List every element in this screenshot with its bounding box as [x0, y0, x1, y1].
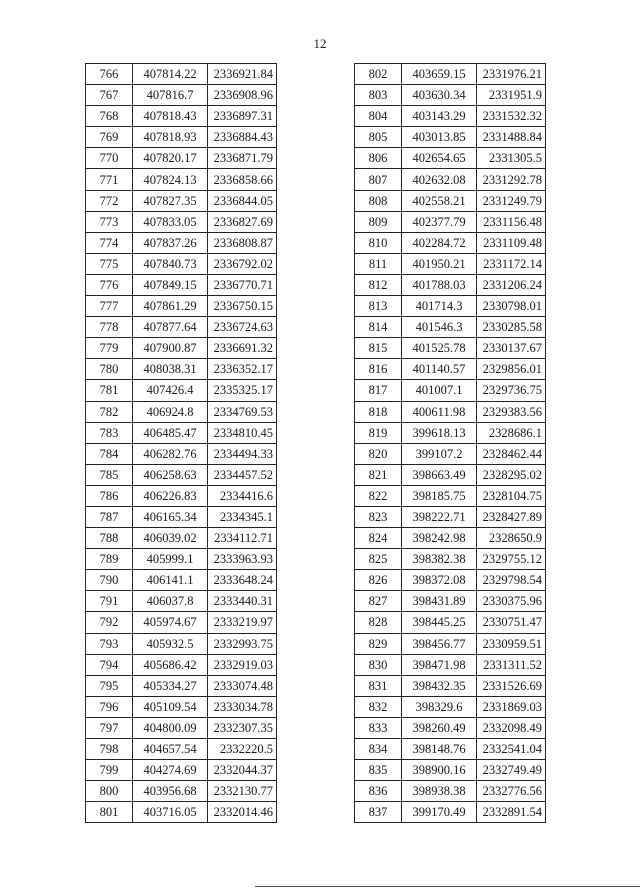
table-row: [86, 485, 277, 506]
table-row: [86, 296, 277, 317]
table-row: [86, 591, 277, 612]
point-number-cell: 785: [86, 464, 133, 485]
x-coordinate-cell: 401140.57: [402, 359, 477, 380]
point-number-cell: 807: [355, 169, 402, 190]
table-row: [355, 169, 546, 190]
x-coordinate-cell: 407849.15: [133, 274, 208, 295]
y-coordinate-cell: 2336871.79: [208, 148, 277, 169]
y-coordinate-cell: 2329755.12: [477, 549, 546, 570]
x-coordinate-cell: 407827.35: [133, 190, 208, 211]
y-coordinate-cell: 2332220.5: [208, 739, 277, 760]
y-coordinate-cell: 2331292.78: [477, 169, 546, 190]
y-coordinate-cell: 2328462.44: [477, 443, 546, 464]
x-coordinate-cell: 404657.54: [133, 739, 208, 760]
x-coordinate-cell: 407840.73: [133, 253, 208, 274]
y-coordinate-cell: 2331869.03: [477, 696, 546, 717]
table-row: [355, 696, 546, 717]
y-coordinate-cell: 2336792.02: [208, 253, 277, 274]
point-number-cell: 797: [86, 717, 133, 738]
x-coordinate-cell: 401950.21: [402, 253, 477, 274]
x-coordinate-cell: 399107.2: [402, 443, 477, 464]
y-coordinate-cell: 2336897.31: [208, 106, 277, 127]
table-row: [86, 148, 277, 169]
y-coordinate-cell: 2330959.51: [477, 633, 546, 654]
table-row: [86, 612, 277, 633]
y-coordinate-cell: 2336724.63: [208, 317, 277, 338]
table-row: [355, 781, 546, 802]
x-coordinate-cell: 398432.35: [402, 675, 477, 696]
point-number-cell: 771: [86, 169, 133, 190]
point-number-cell: 779: [86, 338, 133, 359]
point-number-cell: 817: [355, 380, 402, 401]
table-row: [86, 106, 277, 127]
table-row: [86, 359, 277, 380]
table-row: [355, 485, 546, 506]
x-coordinate-cell: 406282.76: [133, 443, 208, 464]
table-row: [86, 317, 277, 338]
table-row: [86, 570, 277, 591]
table-row: [86, 274, 277, 295]
y-coordinate-cell: 2334345.1: [208, 506, 277, 527]
y-coordinate-cell: 2333648.24: [208, 570, 277, 591]
table-row: [86, 127, 277, 148]
y-coordinate-cell: 2331109.48: [477, 232, 546, 253]
x-coordinate-cell: 406226.83: [133, 485, 208, 506]
point-number-cell: 784: [86, 443, 133, 464]
y-coordinate-cell: 2336352.17: [208, 359, 277, 380]
x-coordinate-cell: 398431.89: [402, 591, 477, 612]
x-coordinate-cell: 406165.34: [133, 506, 208, 527]
x-coordinate-cell: 399170.49: [402, 802, 477, 823]
y-coordinate-cell: 2336921.84: [208, 64, 277, 85]
y-coordinate-cell: 2328427.89: [477, 506, 546, 527]
point-number-cell: 812: [355, 274, 402, 295]
point-number-cell: 810: [355, 232, 402, 253]
x-coordinate-cell: 403143.29: [402, 106, 477, 127]
point-number-cell: 770: [86, 148, 133, 169]
x-coordinate-cell: 402558.21: [402, 190, 477, 211]
point-number-cell: 815: [355, 338, 402, 359]
y-coordinate-cell: 2330137.67: [477, 338, 546, 359]
y-coordinate-cell: 2336770.71: [208, 274, 277, 295]
y-coordinate-cell: 2334416.6: [208, 485, 277, 506]
y-coordinate-cell: 2328295.02: [477, 464, 546, 485]
x-coordinate-cell: 406039.02: [133, 528, 208, 549]
table-row: [355, 528, 546, 549]
x-coordinate-cell: 398242.98: [402, 528, 477, 549]
x-coordinate-cell: 407814.22: [133, 64, 208, 85]
table-row: [86, 717, 277, 738]
x-coordinate-cell: 407837.26: [133, 232, 208, 253]
x-coordinate-cell: 407818.43: [133, 106, 208, 127]
point-number-cell: 835: [355, 760, 402, 781]
y-coordinate-cell: 2329736.75: [477, 380, 546, 401]
y-coordinate-cell: 2332776.56: [477, 781, 546, 802]
x-coordinate-cell: 398471.98: [402, 654, 477, 675]
y-coordinate-cell: 2331976.21: [477, 64, 546, 85]
y-coordinate-cell: 2332014.46: [208, 802, 277, 823]
point-number-cell: 803: [355, 85, 402, 106]
table-row: [355, 675, 546, 696]
table-row: [86, 380, 277, 401]
x-coordinate-cell: 406037.8: [133, 591, 208, 612]
x-coordinate-cell: 398456.77: [402, 633, 477, 654]
table-row: [355, 232, 546, 253]
table-row: [355, 570, 546, 591]
table-row: [86, 422, 277, 443]
point-number-cell: 792: [86, 612, 133, 633]
y-coordinate-cell: 2332891.54: [477, 802, 546, 823]
y-coordinate-cell: 2334494.33: [208, 443, 277, 464]
point-number-cell: 766: [86, 64, 133, 85]
y-coordinate-cell: 2331311.52: [477, 654, 546, 675]
table-row: [355, 85, 546, 106]
table-row: [355, 253, 546, 274]
point-number-cell: 831: [355, 675, 402, 696]
y-coordinate-cell: 2331206.24: [477, 274, 546, 295]
table-row: [355, 106, 546, 127]
table-row: [355, 64, 546, 85]
table-row: [355, 506, 546, 527]
point-number-cell: 782: [86, 401, 133, 422]
table-row: [355, 190, 546, 211]
point-number-cell: 774: [86, 232, 133, 253]
x-coordinate-cell: 405932.5: [133, 633, 208, 654]
point-number-cell: 798: [86, 739, 133, 760]
table-row: [86, 253, 277, 274]
table-row: [355, 422, 546, 443]
y-coordinate-cell: 2330285.58: [477, 317, 546, 338]
x-coordinate-cell: 405974.67: [133, 612, 208, 633]
y-coordinate-cell: 2328104.75: [477, 485, 546, 506]
table-row: [86, 190, 277, 211]
point-number-cell: 789: [86, 549, 133, 570]
y-coordinate-cell: 2331156.48: [477, 211, 546, 232]
point-number-cell: 820: [355, 443, 402, 464]
page-number: 12: [313, 36, 327, 51]
x-coordinate-cell: 403630.34: [402, 85, 477, 106]
table-row: [86, 739, 277, 760]
y-coordinate-cell: 2329856.01: [477, 359, 546, 380]
bottom-rule: [255, 886, 640, 887]
table-row: [86, 781, 277, 802]
table-row: [355, 274, 546, 295]
table-row: [86, 760, 277, 781]
point-number-cell: 822: [355, 485, 402, 506]
x-coordinate-cell: 399618.13: [402, 422, 477, 443]
y-coordinate-cell: 2332749.49: [477, 760, 546, 781]
table-row: [355, 211, 546, 232]
point-number-cell: 786: [86, 485, 133, 506]
y-coordinate-cell: 2333074.48: [208, 675, 277, 696]
x-coordinate-cell: 407861.29: [133, 296, 208, 317]
y-coordinate-cell: 2332044.37: [208, 760, 277, 781]
y-coordinate-cell: 2336750.15: [208, 296, 277, 317]
x-coordinate-cell: 398445.25: [402, 612, 477, 633]
table-row: [355, 359, 546, 380]
point-number-cell: 829: [355, 633, 402, 654]
x-coordinate-cell: 406141.1: [133, 570, 208, 591]
point-number-cell: 790: [86, 570, 133, 591]
table-row: [355, 760, 546, 781]
y-coordinate-cell: 2334769.53: [208, 401, 277, 422]
table-row: [355, 612, 546, 633]
point-number-cell: 802: [355, 64, 402, 85]
table-row: [355, 591, 546, 612]
x-coordinate-cell: 398663.49: [402, 464, 477, 485]
y-coordinate-cell: 2336884.43: [208, 127, 277, 148]
y-coordinate-cell: 2332541.04: [477, 739, 546, 760]
y-coordinate-cell: 2335325.17: [208, 380, 277, 401]
x-coordinate-cell: 407877.64: [133, 317, 208, 338]
x-coordinate-cell: 403659.15: [402, 64, 477, 85]
x-coordinate-cell: 398900.16: [402, 760, 477, 781]
y-coordinate-cell: 2334112.71: [208, 528, 277, 549]
x-coordinate-cell: 406258.63: [133, 464, 208, 485]
point-number-cell: 811: [355, 253, 402, 274]
point-number-cell: 777: [86, 296, 133, 317]
table-row: [355, 802, 546, 823]
x-coordinate-cell: 407824.13: [133, 169, 208, 190]
y-coordinate-cell: 2332993.75: [208, 633, 277, 654]
table-row: [86, 211, 277, 232]
y-coordinate-cell: 2336691.32: [208, 338, 277, 359]
table-row: [86, 232, 277, 253]
x-coordinate-cell: 405686.42: [133, 654, 208, 675]
table-row: [355, 443, 546, 464]
table-row: [86, 675, 277, 696]
point-number-cell: 781: [86, 380, 133, 401]
y-coordinate-cell: 2332130.77: [208, 781, 277, 802]
point-number-cell: 783: [86, 422, 133, 443]
x-coordinate-cell: 407900.87: [133, 338, 208, 359]
point-number-cell: 801: [86, 802, 133, 823]
point-number-cell: 813: [355, 296, 402, 317]
point-number-cell: 814: [355, 317, 402, 338]
point-number-cell: 787: [86, 506, 133, 527]
x-coordinate-cell: 398148.76: [402, 739, 477, 760]
point-number-cell: 816: [355, 359, 402, 380]
x-coordinate-cell: 405334.27: [133, 675, 208, 696]
point-number-cell: 837: [355, 802, 402, 823]
point-number-cell: 788: [86, 528, 133, 549]
point-number-cell: 806: [355, 148, 402, 169]
table-row: [86, 549, 277, 570]
table-row: [355, 296, 546, 317]
table-row: [86, 528, 277, 549]
x-coordinate-cell: 398382.38: [402, 549, 477, 570]
table-row: [86, 64, 277, 85]
point-number-cell: 769: [86, 127, 133, 148]
point-number-cell: 827: [355, 591, 402, 612]
point-number-cell: 830: [355, 654, 402, 675]
table-row: [86, 338, 277, 359]
y-coordinate-cell: 2331305.5: [477, 148, 546, 169]
point-number-cell: 833: [355, 717, 402, 738]
point-number-cell: 809: [355, 211, 402, 232]
table-row: [86, 506, 277, 527]
x-coordinate-cell: 404800.09: [133, 717, 208, 738]
table-row: [86, 633, 277, 654]
x-coordinate-cell: 406485.47: [133, 422, 208, 443]
point-number-cell: 824: [355, 528, 402, 549]
x-coordinate-cell: 398185.75: [402, 485, 477, 506]
x-coordinate-cell: 405999.1: [133, 549, 208, 570]
point-number-cell: 793: [86, 633, 133, 654]
y-coordinate-cell: 2330751.47: [477, 612, 546, 633]
y-coordinate-cell: 2329798.54: [477, 570, 546, 591]
y-coordinate-cell: 2332307.35: [208, 717, 277, 738]
x-coordinate-cell: 405109.54: [133, 696, 208, 717]
y-coordinate-cell: 2329383.56: [477, 401, 546, 422]
table-row: [355, 401, 546, 422]
y-coordinate-cell: 2331172.14: [477, 253, 546, 274]
point-number-cell: 768: [86, 106, 133, 127]
x-coordinate-cell: 403956.68: [133, 781, 208, 802]
y-coordinate-cell: 2333963.93: [208, 549, 277, 570]
x-coordinate-cell: 398372.08: [402, 570, 477, 591]
x-coordinate-cell: 402654.65: [402, 148, 477, 169]
point-number-cell: 800: [86, 781, 133, 802]
x-coordinate-cell: 403013.85: [402, 127, 477, 148]
x-coordinate-cell: 402284.72: [402, 232, 477, 253]
point-number-cell: 796: [86, 696, 133, 717]
y-coordinate-cell: 2331532.32: [477, 106, 546, 127]
table-row: [355, 380, 546, 401]
y-coordinate-cell: 2331951.9: [477, 85, 546, 106]
y-coordinate-cell: 2332098.49: [477, 717, 546, 738]
point-number-cell: 828: [355, 612, 402, 633]
table-row: [86, 464, 277, 485]
y-coordinate-cell: 2328650.9: [477, 528, 546, 549]
x-coordinate-cell: 407818.93: [133, 127, 208, 148]
point-number-cell: 795: [86, 675, 133, 696]
point-number-cell: 775: [86, 253, 133, 274]
x-coordinate-cell: 408038.31: [133, 359, 208, 380]
y-coordinate-cell: 2331249.79: [477, 190, 546, 211]
coordinates-table-right: [354, 63, 546, 823]
table-row: [86, 696, 277, 717]
x-coordinate-cell: 398222.71: [402, 506, 477, 527]
x-coordinate-cell: 402632.08: [402, 169, 477, 190]
x-coordinate-cell: 407816.7: [133, 85, 208, 106]
table-row: [355, 317, 546, 338]
point-number-cell: 823: [355, 506, 402, 527]
point-number-cell: 804: [355, 106, 402, 127]
point-number-cell: 776: [86, 274, 133, 295]
point-number-cell: 832: [355, 696, 402, 717]
y-coordinate-cell: 2331526.69: [477, 675, 546, 696]
table-row: [355, 633, 546, 654]
table-row: [355, 549, 546, 570]
y-coordinate-cell: 2336858.66: [208, 169, 277, 190]
y-coordinate-cell: 2334810.45: [208, 422, 277, 443]
point-number-cell: 834: [355, 739, 402, 760]
y-coordinate-cell: 2332919.03: [208, 654, 277, 675]
x-coordinate-cell: 407820.17: [133, 148, 208, 169]
x-coordinate-cell: 404274.69: [133, 760, 208, 781]
y-coordinate-cell: 2336808.87: [208, 232, 277, 253]
y-coordinate-cell: 2333440.31: [208, 591, 277, 612]
x-coordinate-cell: 402377.79: [402, 211, 477, 232]
point-number-cell: 821: [355, 464, 402, 485]
x-coordinate-cell: 398938.38: [402, 781, 477, 802]
x-coordinate-cell: 403716.05: [133, 802, 208, 823]
x-coordinate-cell: 407426.4: [133, 380, 208, 401]
x-coordinate-cell: 398260.49: [402, 717, 477, 738]
point-number-cell: 791: [86, 591, 133, 612]
y-coordinate-cell: 2328686.1: [477, 422, 546, 443]
x-coordinate-cell: 407833.05: [133, 211, 208, 232]
y-coordinate-cell: 2333034.78: [208, 696, 277, 717]
point-number-cell: 826: [355, 570, 402, 591]
y-coordinate-cell: 2336908.96: [208, 85, 277, 106]
table-row: [86, 85, 277, 106]
y-coordinate-cell: 2330375.96: [477, 591, 546, 612]
table-row: [355, 148, 546, 169]
x-coordinate-cell: 398329.6: [402, 696, 477, 717]
table-row: [355, 127, 546, 148]
x-coordinate-cell: 401788.03: [402, 274, 477, 295]
table-row: [86, 401, 277, 422]
table-row: [355, 338, 546, 359]
table-row: [86, 802, 277, 823]
table-row: [355, 654, 546, 675]
y-coordinate-cell: 2333219.97: [208, 612, 277, 633]
coordinates-table-left: [85, 63, 277, 823]
y-coordinate-cell: 2336844.05: [208, 190, 277, 211]
table-row: [86, 169, 277, 190]
point-number-cell: 799: [86, 760, 133, 781]
table-row: [355, 717, 546, 738]
point-number-cell: 778: [86, 317, 133, 338]
table-row: [355, 739, 546, 760]
x-coordinate-cell: 401714.3: [402, 296, 477, 317]
y-coordinate-cell: 2334457.52: [208, 464, 277, 485]
point-number-cell: 772: [86, 190, 133, 211]
point-number-cell: 794: [86, 654, 133, 675]
point-number-cell: 767: [86, 85, 133, 106]
y-coordinate-cell: 2331488.84: [477, 127, 546, 148]
table-row: [86, 654, 277, 675]
x-coordinate-cell: 401007.1: [402, 380, 477, 401]
table-row: [86, 443, 277, 464]
point-number-cell: 819: [355, 422, 402, 443]
y-coordinate-cell: 2336827.69: [208, 211, 277, 232]
x-coordinate-cell: 401546.3: [402, 317, 477, 338]
point-number-cell: 805: [355, 127, 402, 148]
point-number-cell: 808: [355, 190, 402, 211]
table-row: [355, 464, 546, 485]
y-coordinate-cell: 2330798.01: [477, 296, 546, 317]
x-coordinate-cell: 406924.8: [133, 401, 208, 422]
point-number-cell: 818: [355, 401, 402, 422]
x-coordinate-cell: 401525.78: [402, 338, 477, 359]
point-number-cell: 825: [355, 549, 402, 570]
point-number-cell: 773: [86, 211, 133, 232]
x-coordinate-cell: 400611.98: [402, 401, 477, 422]
point-number-cell: 780: [86, 359, 133, 380]
point-number-cell: 836: [355, 781, 402, 802]
